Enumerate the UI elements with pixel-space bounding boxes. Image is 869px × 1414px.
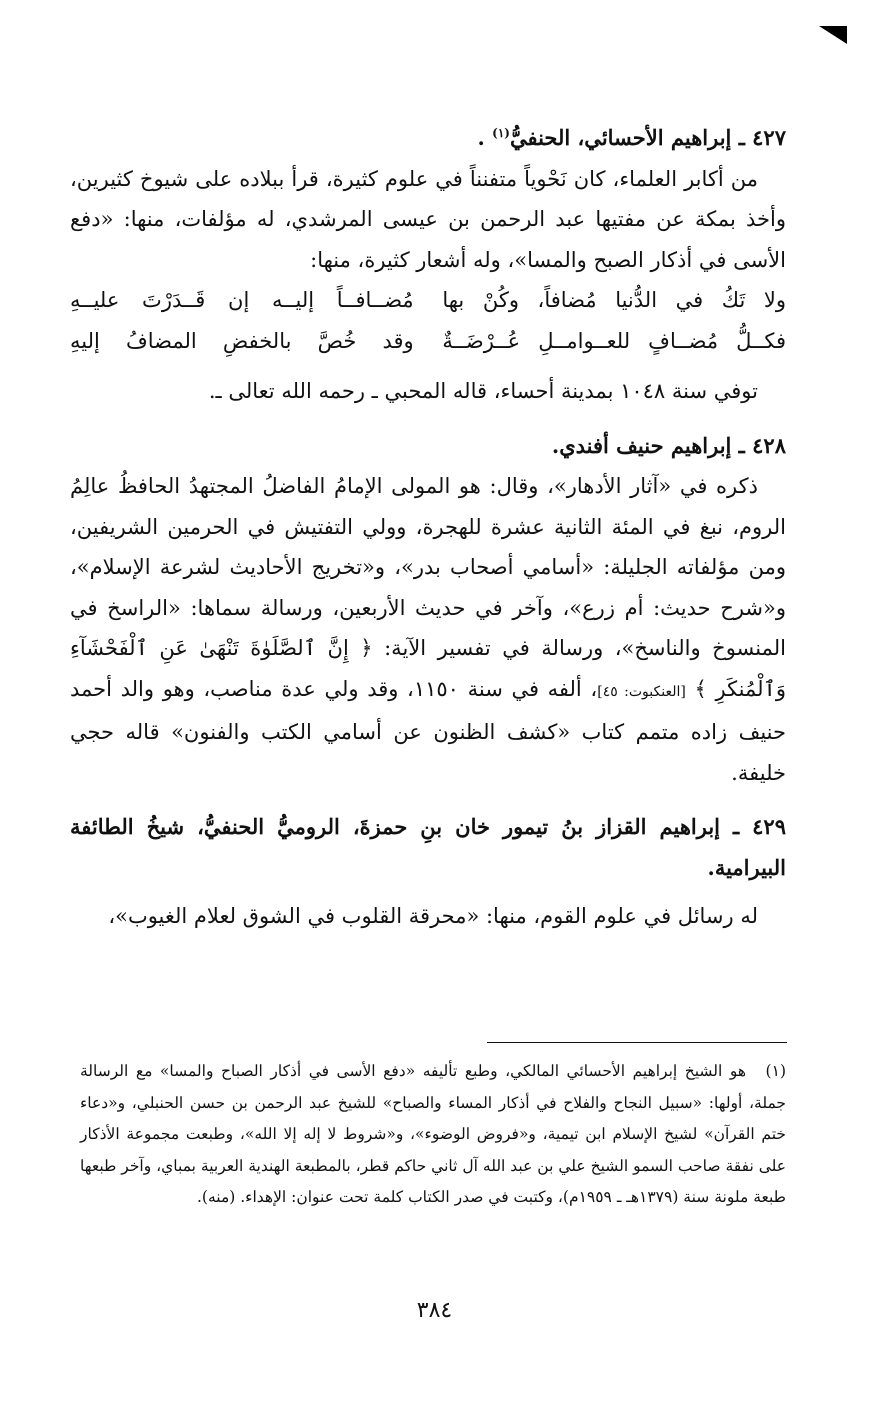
verse-1-first-hemistich: ولا تَكُ في الدُّنيا مُضافاً، وكُنْ بها (442, 288, 786, 312)
quran-reference: [العنكبوت: ٤٥] (597, 683, 686, 700)
entry-429-body: له رسائل في علوم القوم، منها: «محرقة القلوب في الشوق لعلام الغيوب»، (108, 904, 758, 928)
page-number: ٣٨٤ (416, 1298, 453, 1323)
entry-427-body: من أكابر العلماء، كان نَحْوياً متفنناً في علوم كثيرة، قرأ ببلاده على شيوخ كثيرين، وأخذ بمكة عن مفتيها عبد الرحمن بن عيسى المرشدي، له مؤلفات، منها: «دفع الأسى في أذكار الصبح والمسا»، وله أشعار كثيرة، منها: (70, 166, 786, 272)
entry-428-body-end: ، ألفه في سنة ١١٥٠، وقد ولي عدة مناصب، وهو والد أحمد حنيف زاده متمم كتاب «كشف الظنون عن أسامي الكتب والفنون» قاله حجي خليفة. (70, 676, 786, 785)
entry-428-heading: ٤٢٨ ـ إبراهيم حنيف أفندي. (551, 432, 786, 458)
entry-427-title: ٤٢٧ ـ إبراهيم الأحسائي، الحنفيُّ (509, 125, 786, 150)
entry-429-heading: ٤٢٩ ـ إبراهيم القزاز بنُ تيمور خان بنِ حمزةَ، الروميُّ الحنفيُّ، شيخُ الطائفة البيرامية. (70, 814, 786, 880)
verse-2-second-hemistich: وقد خُصَّ بالخفضِ المضافُ إليهِ (70, 328, 414, 353)
footnote-number: (١) (765, 1062, 786, 1080)
footnote-1 (80, 1056, 786, 1214)
verse-1 (70, 280, 786, 321)
footnotes (80, 1056, 786, 1214)
entry-427-closing: توفي سنة ١٠٤٨ بمدينة أحساء، قاله المحبي ـ رحمه الله تعالى ـ. (208, 379, 758, 403)
verse-1-second-hemistich: مُضــافــاً إليــه إن قَــدَرْتَ عليــهِ (70, 288, 414, 312)
footnote-text: هو الشيخ إبراهيم الأحسائي المالكي، وطبع تأليفه «دفع الأسى في أذكار الصباح والمسا» مع الرسالة جملة، أولها: «سبيل النجاح والفلاح في أذكار المساء والصباح» للشيخ عبد الرحمن بن حسن الحنبلي، و«دعاء ختم القرآن» لشيخ الإسلام ابن تيمية، و«فروض الوضوء»، و«شروط لا إله إلا الله»، وطبعت مجموعة الأذكار على نفقة صاحب السمو الشيخ علي بن عبد الله آل ثاني حاكم قطر، بالمطبعة الهندية العربية بمباي، وآخر طبعها طبعة ملونة سنة (١٣٧٩هـ ـ ١٩٥٩م)، وكتبت في صدر الكتاب كلمة تحت عنوان: الإهداء. (منه). (80, 1062, 786, 1206)
entry-427-heading (70, 118, 786, 159)
poem (70, 280, 786, 361)
footnote-separator (487, 1042, 787, 1043)
main-text (70, 118, 786, 937)
quran-verse: ﴿ إِنَّ ٱلصَّلَوٰةَ تَنْهَىٰ عَنِ ٱلْفَحْشَآءِ وَٱلْمُنكَرِ ﴾ (70, 636, 786, 701)
entry-428-body-start: ذكره في «آثار الأدهار»، وقال: هو المولى الإمامُ الفاضلُ المجتهدُ الحافظُ عالِمُ الروم، نبغ في المئة الثانية عشرة للهجرة، وولي التفتيش في الحرمين الشريفين، ومن مؤلفاته الجليلة: «أسامي أصحاب بدر»، و«تخريج الأحاديث لشرعة الإسلام»، و«شرح حديث: أم زرع»، وآخر في حديث الأربعين، ورسالة سماها: «الراسخ في المنسوخ والناسخ»، ورسالة في تفسير الآية: (70, 474, 786, 660)
entry-427-heading-end: . (477, 125, 493, 150)
verse-2 (70, 321, 786, 362)
footnote-ref[interactable]: (١) (492, 126, 510, 140)
corner-triangle-mark (819, 26, 847, 44)
verse-2-first-hemistich: فكــلُّ مُضــافٍ للعــوامــلِ عُــرْضَــةٌ (442, 328, 786, 353)
entry-428-body (70, 466, 786, 793)
